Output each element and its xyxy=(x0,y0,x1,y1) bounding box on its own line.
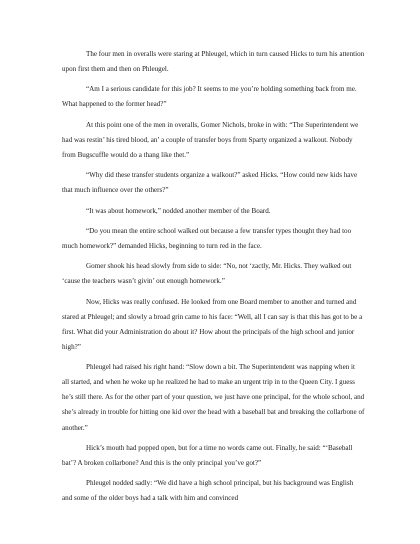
paragraph xyxy=(62,360,370,435)
text-line: What happened to the former head?” xyxy=(62,100,167,109)
paragraph xyxy=(62,82,370,112)
text-line: had was restin’ his tired blood, an’ a couple of transfer boys from Sparty organized a walkout. Nobody xyxy=(62,135,353,144)
text-line: another.” xyxy=(62,423,88,432)
paragraph xyxy=(62,476,370,506)
paragraph xyxy=(62,168,370,198)
paragraph xyxy=(62,204,370,219)
text-line: “Why did these transfer students organize a walkout?” asked Hicks. “How could new kids have xyxy=(86,171,358,180)
text-line: bat’? A broken collarbone? And this is the only principal you’ve got?” xyxy=(62,458,262,467)
text-line: “It was about homework,” nodded another member of the Board. xyxy=(86,206,271,215)
text-line: Hick’s mouth had popped open, but for a time no words came out. Finally, he said: “‘Baseball xyxy=(86,443,353,452)
text-line: ‘cause the teachers wasn’t givin’ out enough homework.” xyxy=(62,277,225,286)
text-line: Now, Hicks was really confused. He looked from one Board member to another and turned and xyxy=(86,297,357,306)
text-line: Gomer shook his head slowly from side to side: “No, not ‘zactly, Mr. Hicks. They walked out xyxy=(86,262,352,271)
paragraph xyxy=(62,441,370,471)
paragraph xyxy=(62,224,370,254)
text-line: she’s already in trouble for hitting one kid over the head with a baseball bat and breaking the collarbone of xyxy=(62,408,365,417)
text-line: At this point one of the men in overalls, Gomer Nichols, broke in with: “The Superintendent we xyxy=(86,120,359,129)
text-line: upon first them and then on Phleugel. xyxy=(62,65,169,74)
paragraph xyxy=(62,118,370,163)
paragraph xyxy=(62,47,370,77)
text-line: Phleugel had raised his right hand: “Slow down a bit. The Superintendent was napping when it xyxy=(86,363,355,372)
paragraph xyxy=(62,295,370,355)
text-line: all started, and when he woke up he realized he had to make an urgent trip in to the Queen City. I guess xyxy=(62,378,355,387)
paragraph xyxy=(62,259,370,289)
text-line: “Do you mean the entire school walked out because a few transfer types thought they had too xyxy=(86,226,352,235)
text-line: The four men in overalls were staring at Phleugel, which in turn caused Hicks to turn his attention xyxy=(86,50,365,58)
text-line: Phleugel nodded sadly: “We did have a high school principal, but his background was English xyxy=(86,479,354,488)
text-line: much homework?” demanded Hicks, beginning to turn red in the face. xyxy=(62,241,262,250)
text-line: that much influence over the others?” xyxy=(62,186,169,195)
text-line: stared at Phleugel; and slowly a broad grin came to his face: “Well, all I can say is that this has got to be a xyxy=(62,312,363,321)
text-line: first. What did your Administration do about it? How about the principals of the high school and junior xyxy=(62,327,355,336)
text-line: he’s still there. As for the other part of your question, we just have one principal, for the whole school, and xyxy=(62,393,365,402)
text-line: and some of the older boys had a talk with him and convinced xyxy=(62,494,239,503)
text-line: “Am I a serious candidate for this job? It seems to me you’re holding something back from me. xyxy=(86,85,357,94)
text-line: from Bugscuffle would do a thang like thet.” xyxy=(62,150,190,159)
text-line: high?” xyxy=(62,342,81,351)
